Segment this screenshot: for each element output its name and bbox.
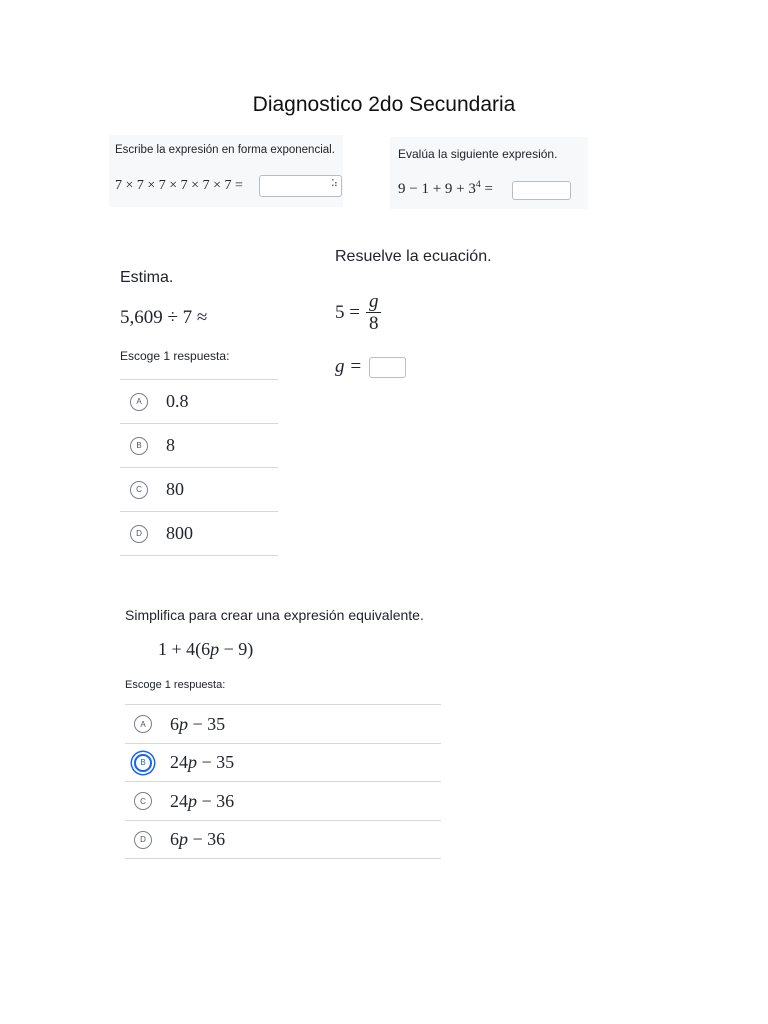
q4-lhs: 5 = [335, 301, 360, 323]
q3-choice-b[interactable] [120, 424, 278, 468]
q2-expression-base: 9 − 1 + 9 + 3 [398, 181, 476, 197]
q5-choice-a[interactable] [125, 705, 441, 744]
q4-fraction [366, 292, 382, 333]
choice-value: 24p − 35 [170, 752, 235, 772]
choice-value: 0.8 [166, 391, 189, 411]
document-title: Diagnostico 2do Secundaria [252, 93, 516, 116]
choice-bubble-icon[interactable]: D [130, 525, 148, 543]
q4-answer-input[interactable] [369, 357, 406, 378]
q2-equals: = [484, 181, 493, 197]
q2-panel [390, 137, 588, 209]
choice-bubble-icon[interactable]: A [130, 393, 148, 411]
choice-bubble-icon[interactable]: C [130, 481, 148, 499]
q1-expression: 7 × 7 × 7 × 7 × 7 × 7 = [115, 178, 243, 193]
q2-exponent: 4 [475, 179, 481, 190]
q5-choice-b[interactable] [125, 744, 441, 782]
choice-bubble-icon[interactable]: C [134, 792, 152, 810]
choice-value: 6p − 35 [170, 713, 226, 734]
q1-panel [109, 135, 343, 207]
q2-answer-input[interactable] [512, 181, 571, 200]
q5-expression: 1 + 4(6p − 9) [158, 639, 254, 659]
q3-choice-a[interactable] [120, 380, 278, 424]
q4-equation [335, 292, 381, 333]
q4-answer-text: g = [335, 356, 363, 377]
q4-heading: Resuelve la ecuación. [335, 248, 492, 265]
choice-value: 80 [166, 479, 184, 499]
choice-bubble-icon[interactable]: A [134, 715, 152, 733]
choice-value: 24p − 36 [170, 790, 235, 811]
choice-bubble-icon[interactable]: D [134, 831, 152, 849]
q3-choice-d[interactable] [120, 512, 278, 556]
choice-value: 6p − 36 [170, 829, 226, 849]
q5-heading: Simplifica para crear una expresión equivalente. [125, 607, 424, 623]
choice-bubble-icon[interactable]: B [130, 437, 148, 455]
q5-choice-d[interactable] [125, 821, 441, 859]
q2-expression [398, 179, 493, 198]
q4-denominator: 8 [368, 313, 379, 334]
choice-value: 8 [166, 435, 175, 455]
q2-prompt: Evalúa la siguiente expresión. [398, 147, 558, 161]
q3-choice-c[interactable] [120, 468, 278, 512]
q3-expression: 5,609 ÷ 7 ≈ [120, 307, 208, 328]
q5-choice-c[interactable] [125, 782, 441, 821]
q1-prompt: Escribe la expresión en forma exponencial. [115, 144, 335, 156]
choice-value: 800 [166, 523, 193, 543]
q3-instruction: Escoge 1 respuesta: [120, 349, 230, 363]
q1-answer-input[interactable] [259, 175, 342, 197]
q3-heading: Estima. [120, 269, 174, 286]
keypad-icon[interactable]: ⠵ [330, 179, 337, 190]
q4-numerator: g [368, 291, 379, 312]
q5-instruction: Escoge 1 respuesta: [125, 679, 226, 691]
q3-choice-list [120, 379, 278, 556]
q4-answer-label [335, 356, 362, 378]
q5-choice-list [125, 704, 441, 859]
selected-choice-bubble-icon[interactable]: B [134, 754, 152, 772]
